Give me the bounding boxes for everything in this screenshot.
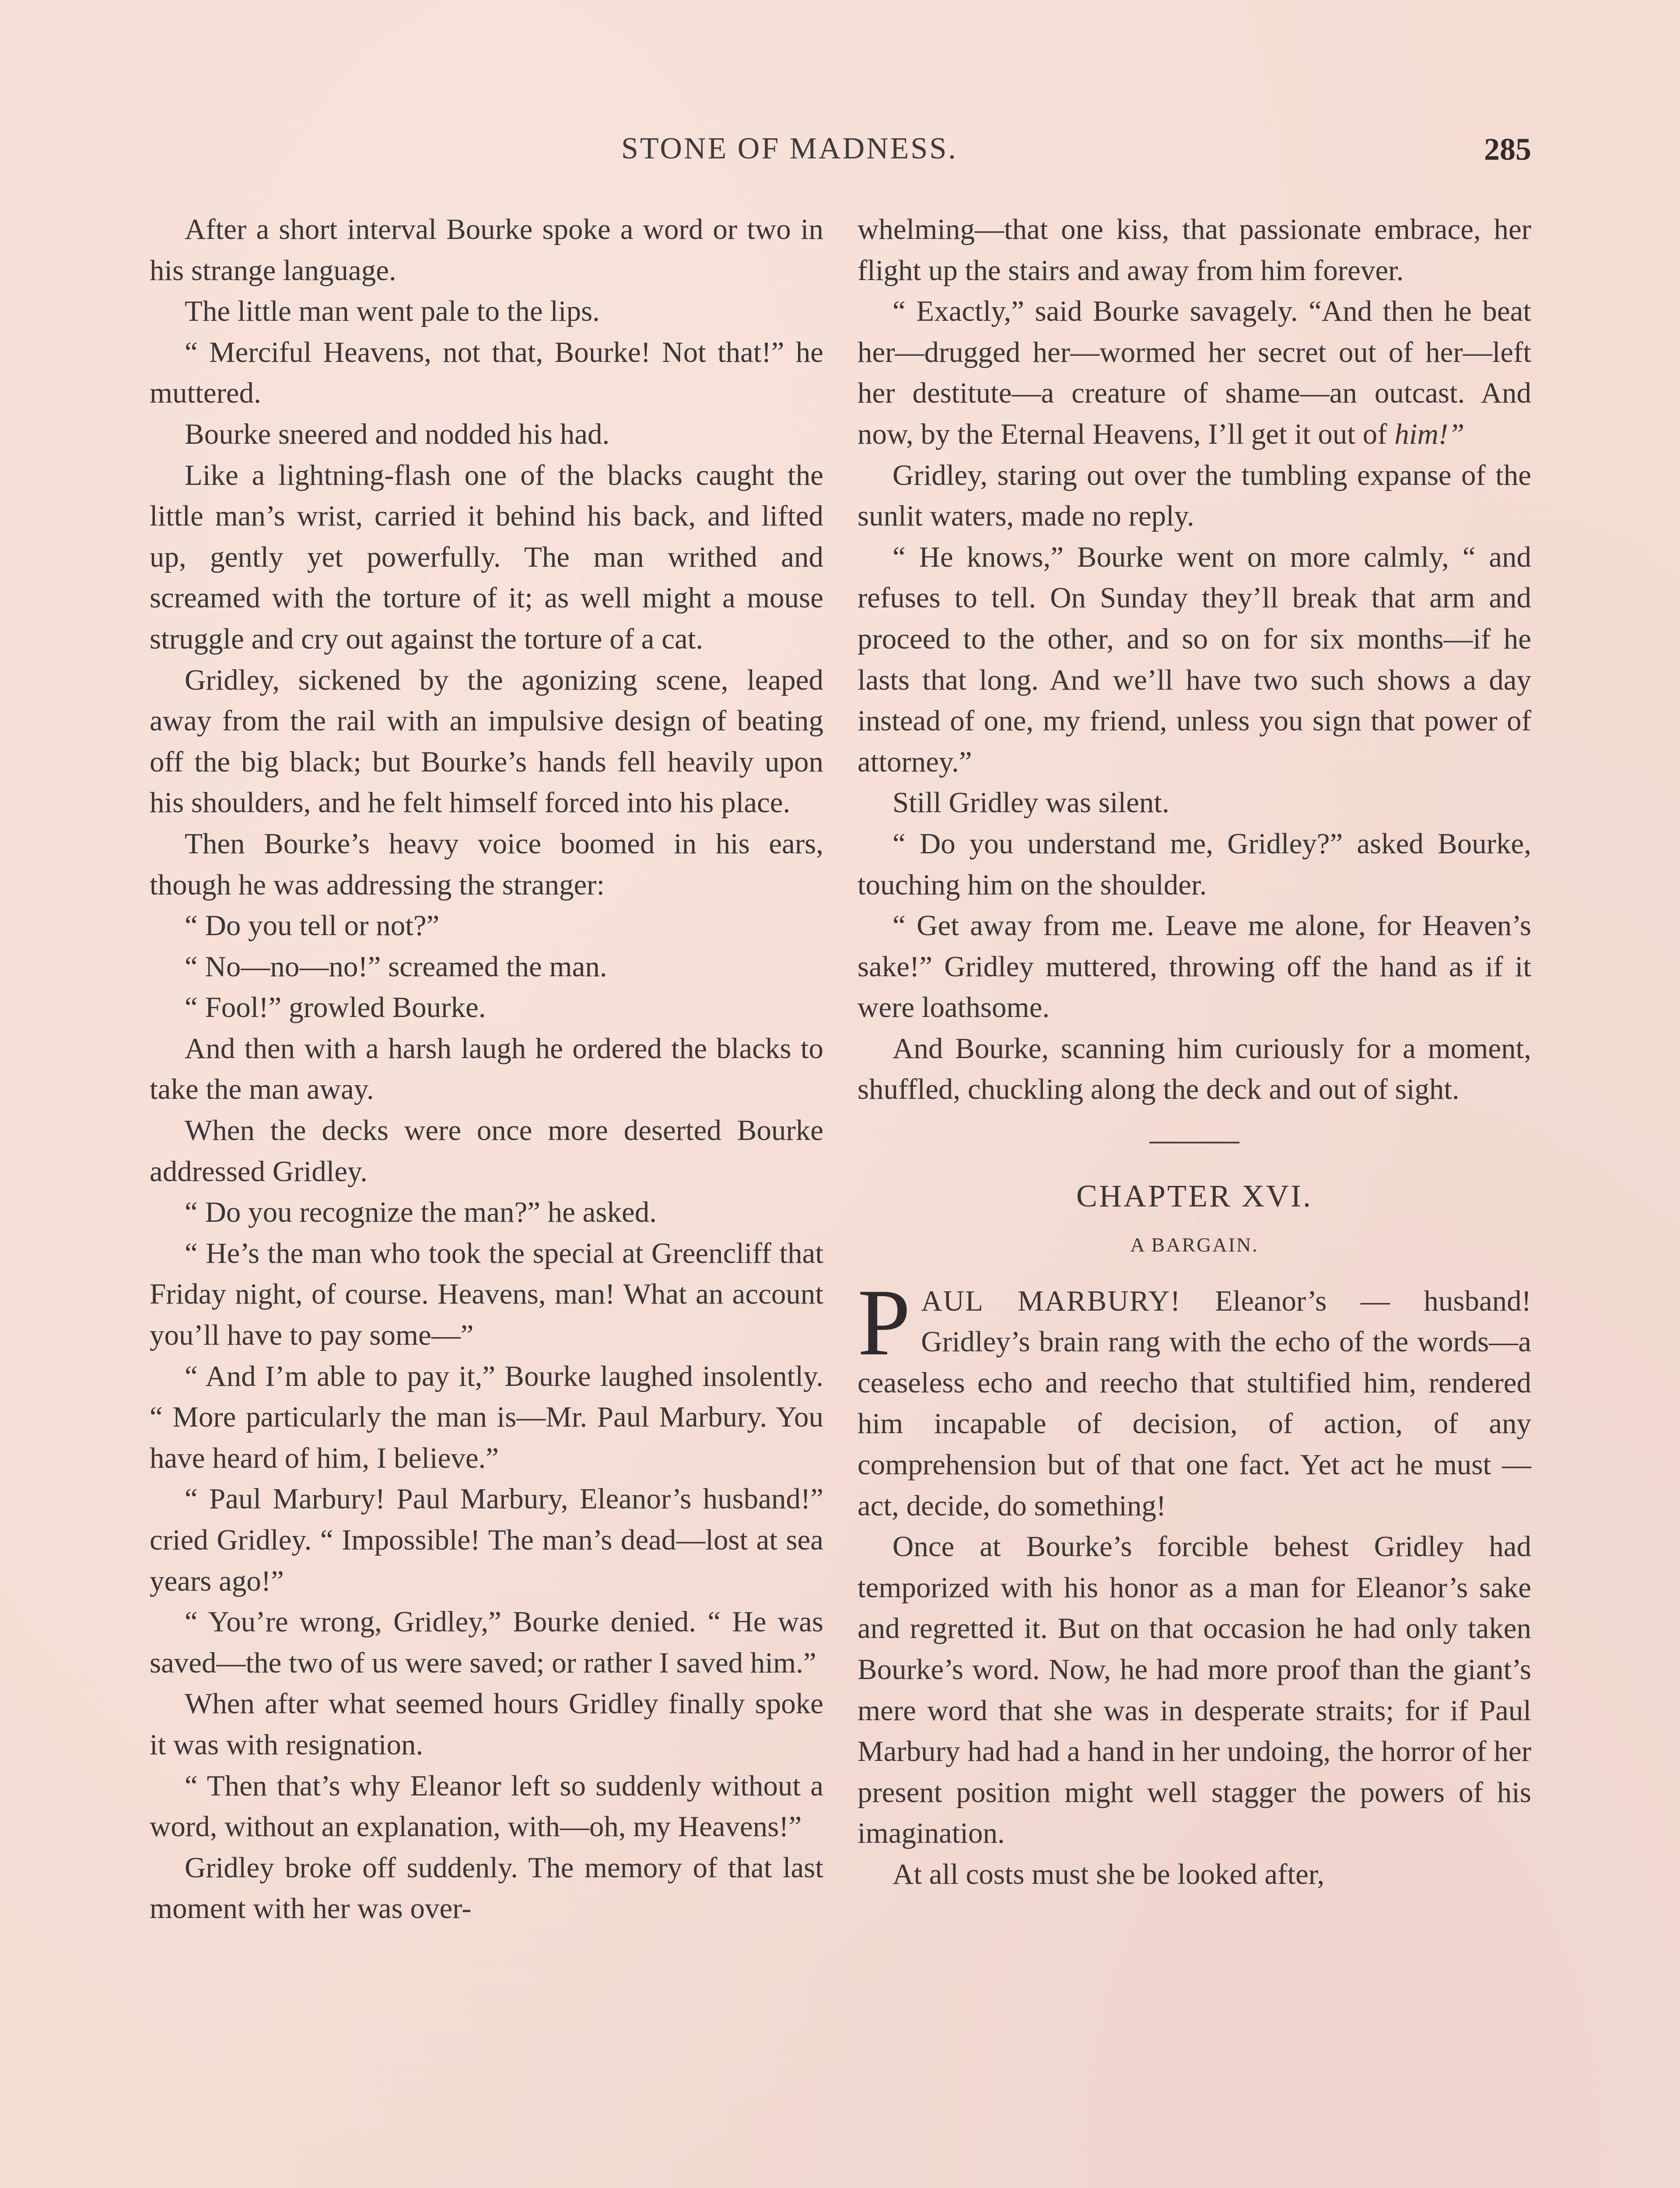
paragraph: The little man went pale to the lips. <box>185 295 600 328</box>
paragraph: Gridley, sickened by the agonizing scene, leaped away from the rail with an impulsive design of beating off the big black; but Bourke’s hands fell heavily upon his shoulders, and he felt himself forced into his place. <box>150 663 823 819</box>
paragraph: whelming—that one kiss, that passionate embrace, her flight up the stairs and away from him forever. <box>858 213 1531 287</box>
opening-text: Eleanor’s — husband! Gridley’s brain rang with the echo of the words—a ceaseless echo and reecho that stultified him, rendered him incapable of decision, of action, of any comprehension but of that one fact. Yet act he must —act, decide, do something! <box>858 1284 1531 1522</box>
paragraph: Like a lightning-flash one of the blacks caught the little man’s wrist, carried it behind his back, and lifted up, gently yet powerfully. The man writhed and screamed with the torture of it; as well might a mouse struggle and cry out against the torture of a cat. <box>150 459 823 655</box>
paragraph: At all costs must she be looked after, <box>892 1858 1325 1890</box>
paragraph: “ And I’m able to pay it,” Bourke laughed insolently. “ More particularly the man is—Mr. Paul Marbury. You have heard of him, I believe.” <box>150 1360 823 1474</box>
paragraph: “ No—no—no!” screamed the man. <box>185 950 607 983</box>
chapter-title: CHAPTER XVI. <box>1076 1178 1312 1214</box>
paragraph: When after what seemed hours Gridley finally spoke it was with resignation. <box>150 1687 823 1761</box>
paragraph: “ He knows,” Bourke went on more calmly, “ and refuses to tell. On Sunday they’ll break that arm and proceed to the other, and so on for six months—if he lasts that long. And we’ll have two such shows a day instead of one, my friend, unless you sign that power of attorney.” <box>858 540 1531 778</box>
right-column <box>858 209 1531 1895</box>
chapter-subtitle: A BARGAIN. <box>1130 1233 1259 1256</box>
paragraph: “ Get away from me. Leave me alone, for Heaven’s sake!” Gridley muttered, throwing off the hand as if it were loathsome. <box>858 909 1531 1024</box>
paragraph: Then Bourke’s heavy voice boomed in his ears, though he was addressing the stranger: <box>150 827 823 901</box>
paragraph <box>858 291 1531 455</box>
paragraph: “ Do you understand me, Gridley?” asked Bourke, touching him on the shoulder. <box>858 827 1531 901</box>
paragraph: And then with a harsh laugh he ordered the blacks to take the man away. <box>150 1032 823 1106</box>
chapter-opening-paragraph <box>858 1269 1531 1527</box>
paragraph: Once at Bourke’s forcible behest Gridley had temporized with his honor as a man for Eleanor’s sake and regretted it. But on that occasion he had only taken Bourke’s word. Now, he had more proof than the giant’s mere word that she was in desperate straits; for if Paul Marbury had had a hand in her undoing, the horror of her present position might well stagger the powers of his imagination. <box>858 1530 1531 1850</box>
page-header <box>621 131 1531 175</box>
paragraph: When the decks were once more deserted Bourke addressed Gridley. <box>150 1114 823 1188</box>
running-head: STONE OF MADNESS. <box>621 132 958 165</box>
paragraph: After a short interval Bourke spoke a word or two in his strange language. <box>150 213 823 287</box>
paragraph: Bourke sneered and nodded his had. <box>185 417 610 450</box>
opening-words: AUL MARBURY! <box>921 1284 1181 1317</box>
paragraph: “ Merciful Heavens, not that, Bourke! Not that!” he muttered. <box>150 336 823 410</box>
paragraph: Still Gridley was silent. <box>892 786 1169 819</box>
paragraph: “ Fool!” growled Bourke. <box>185 991 486 1024</box>
paragraph: “ You’re wrong, Gridley,” Bourke denied. “ He was saved—the two of us were saved; or rather I saved him.” <box>150 1606 823 1679</box>
paragraph: “ Paul Marbury! Paul Marbury, Eleanor’s husband!” cried Gridley. “ Impossible! The man’s dead—lost at sea years ago!” <box>150 1483 823 1597</box>
paragraph: Gridley broke off suddenly. The memory of that last moment with her was over- <box>150 1851 823 1925</box>
left-column <box>150 209 823 1929</box>
paragraph: “ Then that’s why Eleanor left so suddenly without a word, without an explanation, with—oh, my Heavens!” <box>150 1769 823 1843</box>
section-divider <box>1149 1142 1239 1143</box>
drop-cap: P <box>858 1269 911 1375</box>
paragraph: Gridley, staring out over the tumbling expanse of the sunlit waters, made no reply. <box>858 459 1531 533</box>
italic-text: him!” <box>1394 417 1465 450</box>
page-number: 285 <box>1484 132 1531 167</box>
paragraph: “ Do you recognize the man?” he asked. <box>185 1196 657 1229</box>
paragraph: And Bourke, scanning him curiously for a moment, shuffled, chuckling along the deck and out of sight. <box>858 1032 1531 1106</box>
paragraph: “ Do you tell or not?” <box>185 909 440 942</box>
paragraph: “ He’s the man who took the special at Greencliff that Friday night, of course. Heavens, man! What an account you’ll have to pay some—” <box>150 1237 823 1352</box>
paragraph-text: “ Exactly,” said Bourke savagely. “And then he beat her—drugged her—wormed her secret out of her—left her destitute—a creature of shame—an outcast. And now, by the Eternal Heavens, I’ll get it out of <box>858 295 1531 450</box>
